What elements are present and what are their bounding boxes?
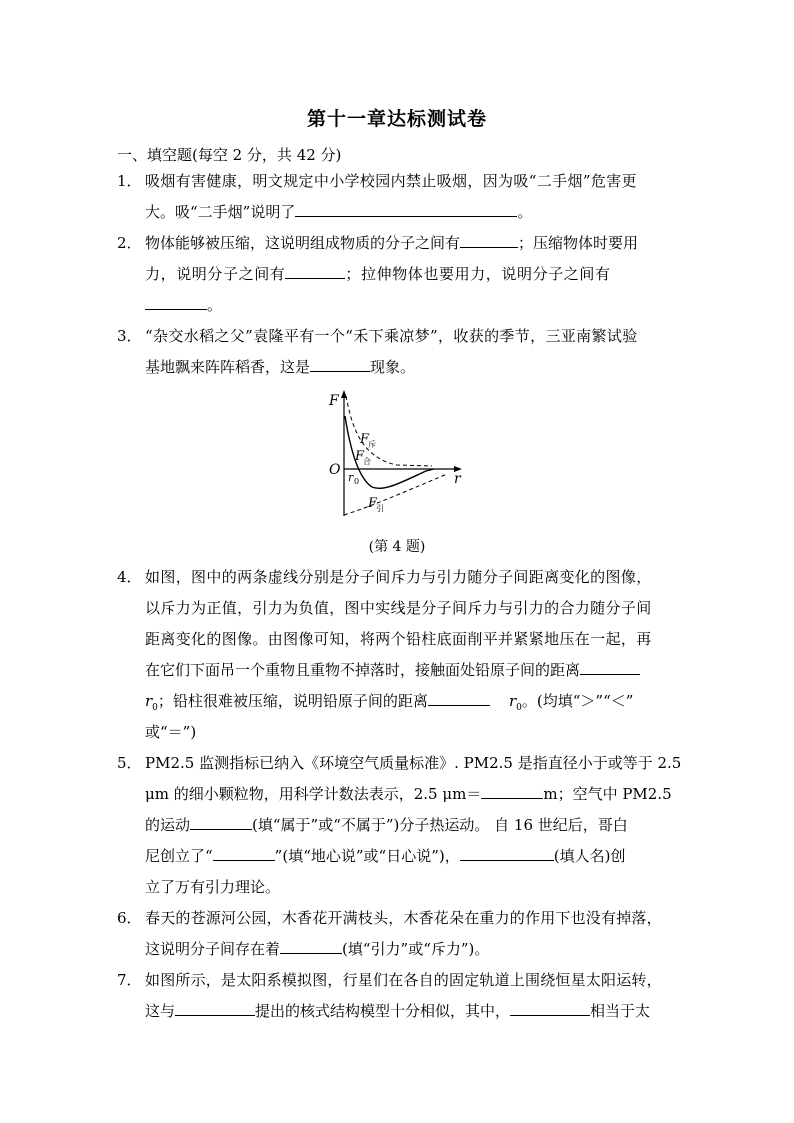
attractive-force-label: F <box>368 496 378 511</box>
question-number: 7． <box>117 971 142 989</box>
question-text: 以斥力为正值，引力为负值，图中实线是分子间斥力与引力的合力随分子间 <box>145 599 652 617</box>
question-text-line <box>145 660 640 680</box>
answer-blank[interactable] <box>481 784 543 799</box>
question-text-line <box>145 295 222 315</box>
question-text: 立了万有引力理论。 <box>145 878 281 896</box>
question-text: ；压缩物体时要用 <box>518 234 639 252</box>
answer-blank[interactable] <box>175 1001 255 1016</box>
answer-blank[interactable] <box>285 264 345 279</box>
question-text: (填“属于”或“不属于”)分子热运动。 自 16 世纪后，哥白 <box>252 816 628 834</box>
question-text: 相当于太 <box>590 1002 651 1020</box>
repulsive-force-label: F <box>360 432 370 447</box>
question-text: PM2.5 监测指标已纳入《环境空气质量标准》. PM2.5 是指直径小于或等于 2.5 <box>145 754 682 772</box>
question-text-line <box>145 202 532 222</box>
force-distance-graph <box>322 388 472 523</box>
question-text: m；空气中 PM2.5 <box>543 785 672 803</box>
attractive-force-subscript: 引 <box>376 504 384 513</box>
question-text-line <box>145 1001 650 1021</box>
section-heading: 一、填空题(每空 2 分，共 42 分) <box>117 146 342 164</box>
question-text: 吸烟有害健康，明文规定中小学校园内禁止吸烟，因为吸“二手烟”危害更 <box>145 172 637 190</box>
y-axis-label: F <box>329 393 339 409</box>
question-text: 力，说明分子之间有 <box>145 265 286 283</box>
question-text: ；铅柱很难被压缩，说明铅原子间的距离 <box>157 692 428 710</box>
question-text: 基地飘来阵阵稻香，这是 <box>145 358 311 376</box>
question-number: 4． <box>117 568 142 586</box>
question-text: 如图，图中的两条虚线分别是分子间斥力与引力随分子间距离变化的图像， <box>145 568 652 586</box>
figure-caption: (第 4 题) <box>368 539 426 555</box>
question-number: 3． <box>117 327 142 345</box>
question-number: 1． <box>117 172 142 190</box>
answer-blank[interactable] <box>460 846 554 861</box>
r0-subscript: 0 <box>152 703 158 713</box>
question-text: 如图所示，是太阳系模拟图，行星们在各自的固定轨道上围绕恒星太阳运转， <box>145 971 662 989</box>
attractive-force-curve <box>344 474 447 515</box>
answer-blank[interactable] <box>280 939 342 954</box>
answer-blank[interactable] <box>580 660 640 675</box>
question-number: 2． <box>117 234 142 252</box>
question-text: 提出的核式结构模型十分相似，其中， <box>255 1002 511 1020</box>
question-text-line <box>145 233 638 253</box>
r0-label: r <box>348 471 354 484</box>
question-text: 。(均填“＞”“＜” <box>521 692 634 710</box>
answer-blank[interactable] <box>510 1001 590 1016</box>
answer-blank[interactable] <box>145 295 207 310</box>
question-text: 大。吸“二手烟”说明了 <box>145 203 296 221</box>
question-text-line <box>145 691 633 718</box>
r0-subscript: 0 <box>354 477 360 486</box>
question-text: 距离变化的图像。由图像可知，将两个铅柱底面削平并紧紧地压在一起，再 <box>145 630 652 648</box>
question-number: 6． <box>117 909 142 927</box>
r0-subscript: 0 <box>516 703 522 713</box>
question-text-line <box>145 264 611 284</box>
r0-symbol: r <box>509 692 517 710</box>
question-text: 。 <box>207 296 223 314</box>
question-number: 5． <box>117 754 142 772</box>
question-text: 。 <box>517 203 533 221</box>
page-title: 第十一章达标测试卷 <box>306 108 487 130</box>
question-text-line <box>145 815 628 835</box>
answer-blank[interactable] <box>428 691 490 706</box>
answer-blank[interactable] <box>190 815 252 830</box>
question-text: μm 的细小颗粒物，用科学计数法表示，2.5 μm＝ <box>145 785 482 803</box>
question-text: 这说明分子间存在着 <box>145 940 281 958</box>
answer-blank[interactable] <box>310 357 370 372</box>
question-text: 在它们下面吊一个重物且重物不掉落时，接触面处铅原子间的距离 <box>145 661 581 679</box>
question-text: 物体能够被压缩，这说明组成物质的分子之间有 <box>145 234 461 252</box>
question-text: ”(填“地心说”或“日心说”)， <box>274 847 460 865</box>
question-text: 尼创立了“ <box>145 847 213 865</box>
answer-blank[interactable] <box>295 202 517 217</box>
question-text: 的运动 <box>145 816 191 834</box>
question-text: “杂交水稻之父”袁隆平有一个“禾下乘凉梦”，收获的季节，三亚南繁试验 <box>145 327 638 345</box>
question-text-line <box>145 846 625 866</box>
question-text: (填“引力”或“斥力”)。 <box>342 940 490 958</box>
origin-label: O <box>329 462 341 478</box>
net-force-subscript: 合 <box>363 457 371 466</box>
answer-blank[interactable] <box>213 846 275 861</box>
question-text: ；拉伸物体也要用力，说明分子之间有 <box>345 265 611 283</box>
question-text-line <box>145 939 489 959</box>
question-text: 春天的苍源河公园，木香花开满枝头，木香花朵在重力的作用下也没有掉落， <box>145 909 662 927</box>
net-force-label: F <box>355 449 365 464</box>
question-text-line <box>145 784 672 804</box>
question-text: 这与 <box>145 1002 176 1020</box>
question-text-line <box>145 357 415 377</box>
question-text: (填人名)创 <box>553 847 626 865</box>
question-text: 现象。 <box>370 358 416 376</box>
x-axis-label: r <box>454 471 461 487</box>
answer-blank[interactable] <box>460 233 518 248</box>
question-text: 或“＝”) <box>145 723 197 741</box>
r0-symbol: r <box>145 692 153 710</box>
repulsive-force-subscript: 斥 <box>368 440 376 449</box>
